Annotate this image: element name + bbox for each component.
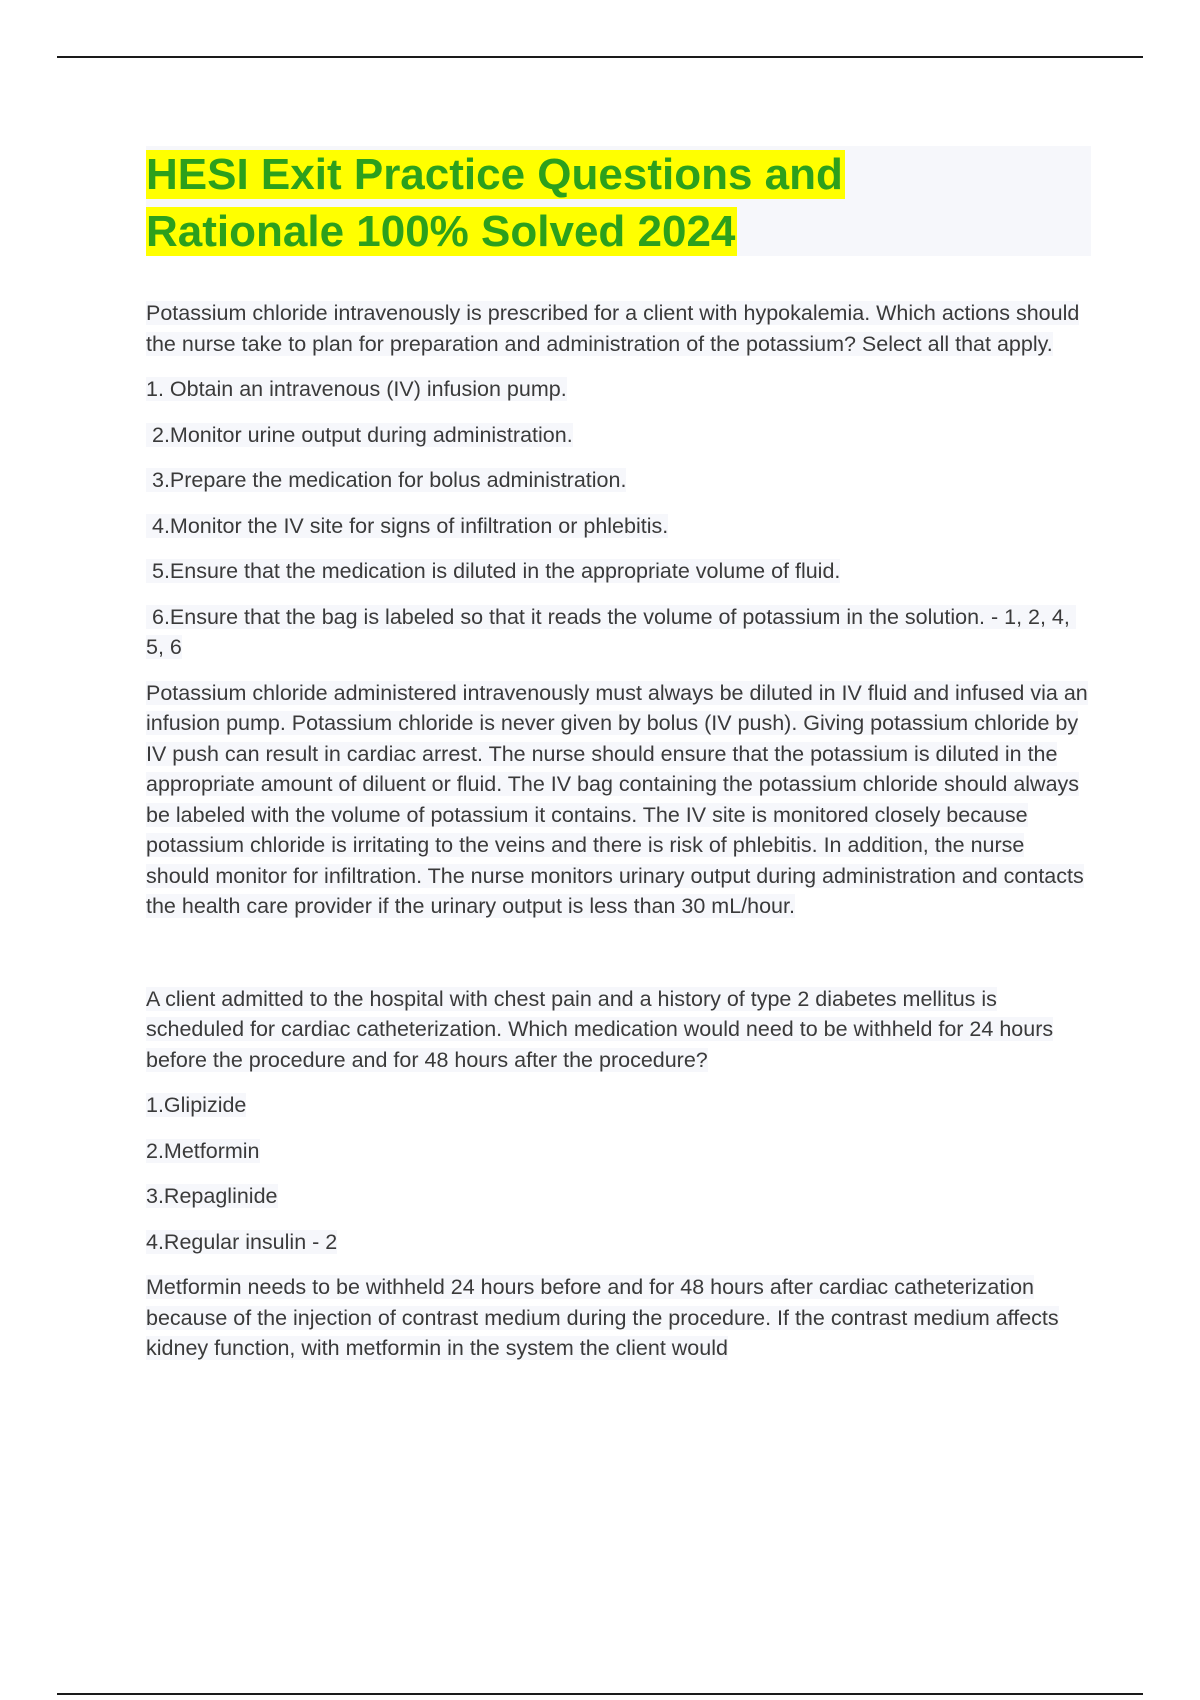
question-1-option-5 xyxy=(146,556,1091,587)
title-line-2: Rationale 100% Solved 2024 xyxy=(146,207,736,256)
option-text: 2.Metformin xyxy=(146,1138,260,1163)
question-1-option-4 xyxy=(146,511,1091,542)
bottom-rule xyxy=(57,1693,1143,1695)
option-text: 1.Glipizide xyxy=(146,1093,247,1117)
title-line-1: HESI Exit Practice Questions and xyxy=(146,150,843,199)
question-2-option-1 xyxy=(146,1090,1091,1121)
question-1-rationale xyxy=(146,678,1091,922)
option-text: 2.Monitor urine output during administration. xyxy=(146,422,573,447)
top-rule xyxy=(57,56,1143,58)
question-2-stem: A client admitted to the hospital with chest pain and a history of type 2 diabetes mellitus is scheduled for cardiac catheterization. Which medication would need to be withheld for 24 hours before the procedure and for 48 hours after the procedure? xyxy=(146,986,1054,1072)
option-text: 3.Repaglinide xyxy=(146,1184,278,1208)
option-text: 4.Monitor the IV site for signs of infiltration or phlebitis. xyxy=(146,513,669,538)
page-title xyxy=(146,146,1091,260)
question-1-option-3 xyxy=(146,465,1091,496)
question-2-option-2 xyxy=(146,1136,1091,1167)
document-body xyxy=(146,146,1091,1364)
question-1 xyxy=(146,298,1091,359)
title-block xyxy=(146,146,1091,256)
option-text: 1. Obtain an intravenous (IV) infusion pump. xyxy=(146,377,567,401)
rationale-text: Metformin needs to be withheld 24 hours before and for 48 hours after cardiac catheterization because of the injection of contrast medium during the procedure. If the contrast medium affects kidney function, with metformin in the system the client would xyxy=(146,1275,1059,1360)
option-text: 3.Prepare the medication for bolus administration. xyxy=(146,468,627,492)
question-1-option-2 xyxy=(146,420,1091,451)
option-text: 6.Ensure that the bag is labeled so that it reads the volume of potassium in the solution. - 1, 2, 4, 5, 6 xyxy=(146,604,1076,659)
option-text: 4.Regular insulin - 2 xyxy=(146,1229,338,1254)
question-2-option-3 xyxy=(146,1181,1091,1212)
question-2-option-4 xyxy=(146,1227,1091,1258)
question-2-rationale xyxy=(146,1272,1091,1364)
question-1-option-1 xyxy=(146,374,1091,405)
question-1-stem: Potassium chloride intravenously is prescribed for a client with hypokalemia. Which actions should the nurse take to plan for preparation and administration of the potassium? Select all that apply. xyxy=(146,301,1080,356)
question-2 xyxy=(146,984,1091,1076)
rationale-text: Potassium chloride administered intravenously must always be diluted in IV fluid and infused via an infusion pump. Potassium chloride is never given by bolus (IV push). Giving potassium chloride by IV push can result in cardiac arrest. The nurse should ensure that the potassium is diluted in the appropriate amount of diluent or fluid. The IV bag containing the potassium chloride should always be labeled with the volume of potassium it contains. The IV site is monitored closely because potassium chloride is irritating to the veins and there is risk of phlebitis. In addition, the nurse should monitor for infiltration. The nurse monitors urinary output during administration and contacts the health care provider if the urinary output is less than 30 mL/hour. xyxy=(146,680,1088,918)
option-text: 5.Ensure that the medication is diluted in the appropriate volume of fluid. xyxy=(146,559,841,583)
question-1-option-6 xyxy=(146,602,1091,663)
